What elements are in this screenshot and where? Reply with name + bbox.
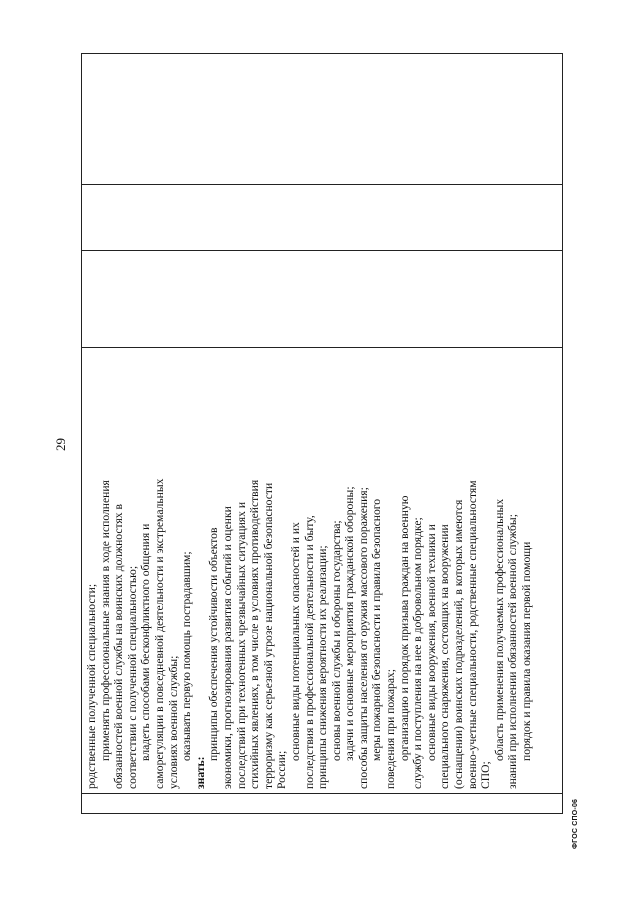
- text-line: условиях военной службы;: [166, 655, 180, 789]
- text-line: терроризму как серьезной угрозе национальной безопасности: [261, 482, 275, 789]
- rotated-page: [47, 51, 597, 851]
- text-line: последствия в профессиональной деятельности и быту,: [302, 515, 316, 789]
- text-line: специального снаряжения, состоящих на вооружении: [438, 524, 452, 789]
- hours-cell: [82, 251, 563, 348]
- text-line: владеть способами бесконфликтного общения и: [139, 523, 153, 761]
- page-number: 29: [53, 438, 68, 451]
- text-line: службу и поступления на нее в добровольном порядке;: [411, 517, 425, 789]
- content-cell: [82, 348, 563, 794]
- text-line: основные виды потенциальных опасностей и их: [288, 522, 302, 761]
- text-line: (оснащении) воинских подразделений, в которых имеются: [452, 499, 466, 789]
- table-row: [82, 54, 563, 814]
- competence-cell: [82, 54, 563, 185]
- footer-code: ФГОС СПО-06: [572, 798, 579, 849]
- text-line: знать:: [193, 756, 207, 789]
- text-line: порядок и правила оказания первой помощи: [520, 541, 533, 761]
- text-line: стихийных явлениях, в том числе в условиях противодействия: [248, 479, 262, 789]
- text-line: применять профессиональные знания в ходе исполнения: [98, 480, 112, 761]
- text-line: меры пожарной безопасности и правила безопасного: [370, 498, 384, 761]
- text-line: обязанностей военной службы на воинских должностях в: [112, 504, 126, 789]
- text-line: принципы снижения вероятности их реализации;: [316, 545, 330, 789]
- standard-table: [81, 53, 563, 814]
- text-line: основы военной службы и обороны государства;: [329, 520, 343, 761]
- text-line: знаний при исполнении обязанностей военной службы;: [506, 514, 520, 789]
- text-line: организацию и порядок призыва граждан на военную: [397, 495, 411, 761]
- text-line: родственные полученной специальности;: [85, 583, 98, 789]
- text-line: поведения при пожарах;: [384, 668, 398, 789]
- text-line: экономики, прогнозирования развития событий и оценки: [220, 506, 234, 789]
- text-line: России;: [275, 750, 289, 789]
- text-line: область применения получаемых профессиональных: [492, 498, 506, 761]
- text-line: основные виды вооружения, военной техники и: [424, 524, 438, 761]
- text-line: принципы обеспечения устойчивости объектов: [207, 527, 221, 761]
- text-line: СПО;: [479, 761, 493, 789]
- text-line: саморегуляции в повседневной деятельности и экстремальных: [152, 478, 166, 789]
- text-line: последствий при техногенных чрезвычайных ситуациях и: [234, 501, 248, 789]
- index-cell: [82, 794, 563, 814]
- text-line: способы защиты населения от оружия массового поражения;: [356, 487, 370, 789]
- text-line: военно-учетные специальности, родственные специальностям: [465, 480, 479, 789]
- hours-cell-2: [82, 185, 563, 251]
- text-line: соответствии с полученной специальностью;: [125, 565, 139, 789]
- text-line: оказывать первую помощь пострадавшим;: [180, 551, 194, 761]
- text-line: задачи и основные мероприятия гражданской обороны;: [343, 486, 357, 761]
